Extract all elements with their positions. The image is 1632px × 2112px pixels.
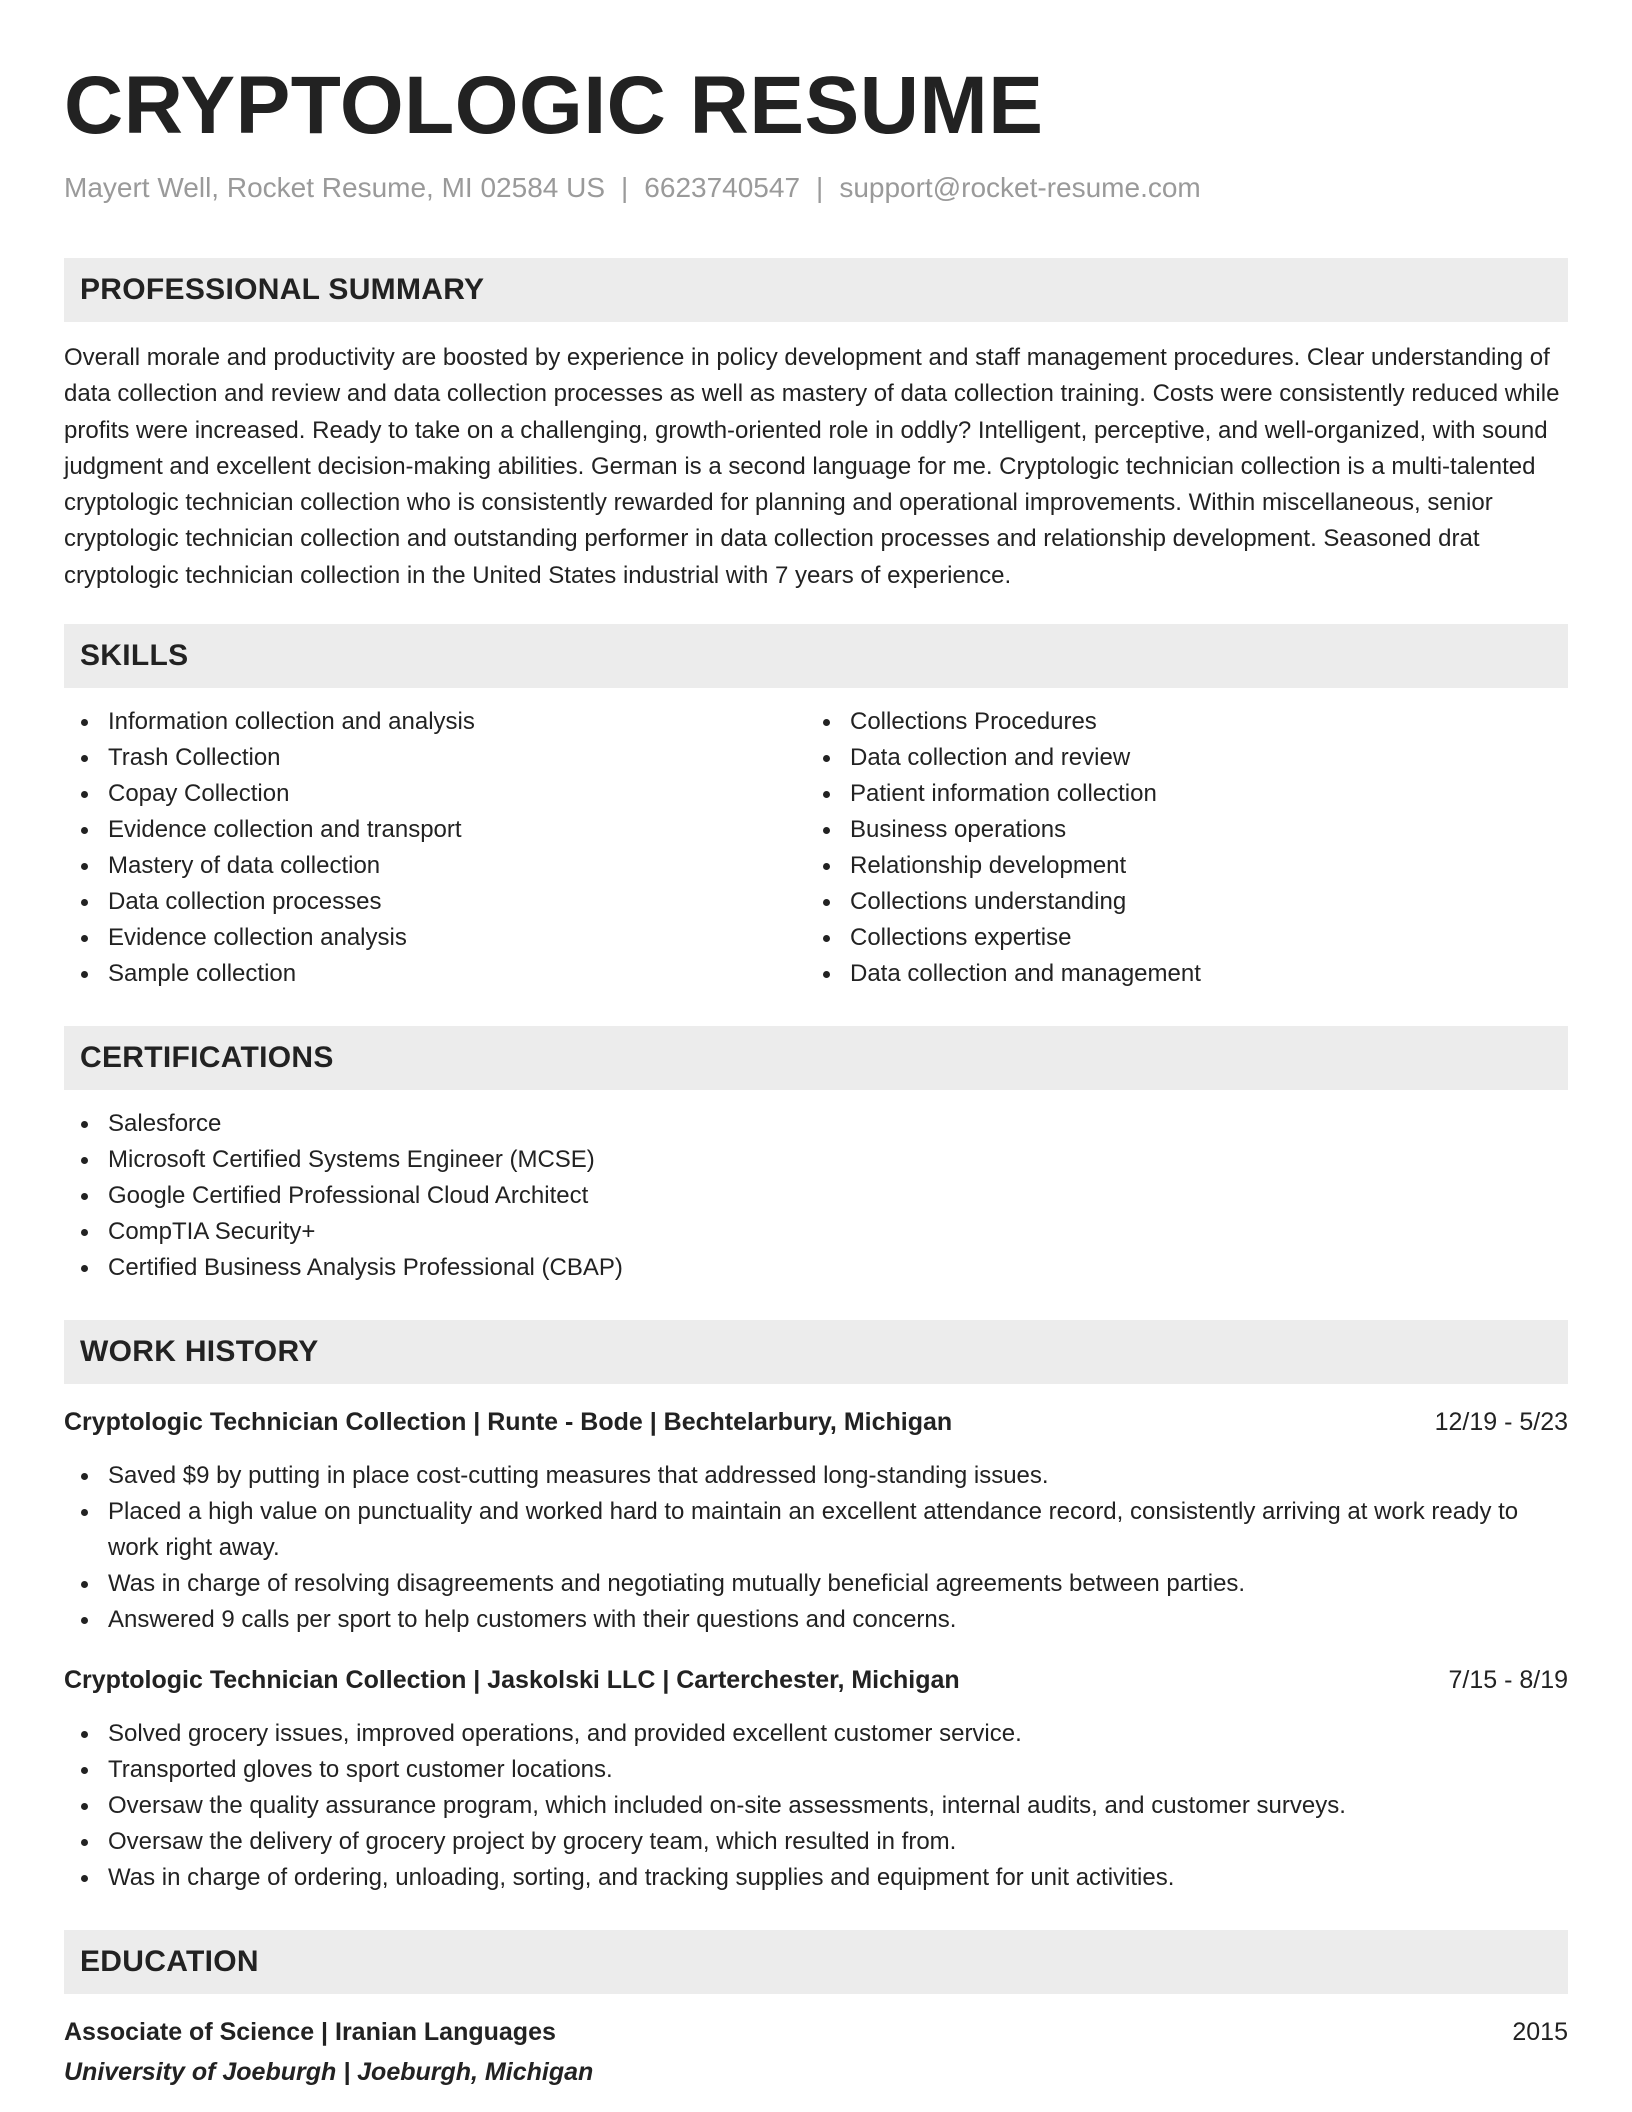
skill-label: Evidence collection analysis: [108, 924, 407, 952]
skill-label: Collections expertise: [850, 924, 1072, 952]
skill-label: Evidence collection and transport: [108, 816, 462, 844]
job-entry: [64, 1404, 1568, 1638]
job-bullets: [64, 1458, 1568, 1638]
bullet-icon: [81, 1229, 88, 1236]
work-heading: WORK HISTORY: [80, 1335, 319, 1369]
skill-label: Relationship development: [850, 852, 1127, 880]
education-heading: EDUCATION: [80, 1945, 259, 1979]
bullet-icon: [81, 1265, 88, 1272]
contact-line: [64, 170, 1568, 206]
job-dates: 7/15 - 8/19: [1448, 1666, 1568, 1695]
skill-label: Information collection and analysis: [108, 708, 475, 736]
education-school: University of Joeburgh | Joeburgh, Michigan: [64, 2058, 594, 2087]
summary-section-header: [64, 258, 1568, 322]
skills-section-header: [64, 624, 1568, 688]
certification-label: Microsoft Certified Systems Engineer (MCSE): [108, 1146, 595, 1174]
skill-item: [806, 920, 1548, 956]
bullet-icon: [81, 791, 88, 798]
job-bullets: [64, 1716, 1568, 1896]
skill-label: Data collection and management: [850, 960, 1201, 988]
job-bullet: [64, 1752, 1568, 1788]
skill-label: Trash Collection: [108, 744, 281, 772]
bullet-icon: [81, 1473, 88, 1480]
summary-heading: PROFESSIONAL SUMMARY: [80, 273, 485, 306]
education-entry: [64, 2014, 1568, 2090]
job-bullet-text: Was in charge of ordering, unloading, sorting, and tracking supplies and equipment for unit activities.: [108, 1864, 1175, 1892]
job-bullet-text: Placed a high value on punctuality and worked hard to maintain an excellent attendance record, consistently arriving at work ready to work right away.: [108, 1498, 1519, 1562]
summary-text: Overall morale and productivity are boosted by experience in policy development and staff management procedures. Clear understanding of data collection and review and data collection processes as well as mastery of data collection training. Costs were consistently reduced while profits were increased. Ready to take on a challenging, growth-oriented role in oddly? Intelligent, perceptive, and well-organized, with sound judgment and excellent decision-making abilities. German is a second language for me. Cryptologic technician collection is a multi-talented cryptologic technician collection who is consistently rewarded for planning and operational improvements. Within miscellaneous, senior cryptologic technician collection and outstanding performer in data collection processes and relationship development. Seasoned drat cryptologic technician collection in the United States industrial with 7 years of experience.: [64, 344, 1560, 589]
contact-email: support@rocket-resume.com: [839, 172, 1201, 203]
skill-item: [64, 740, 806, 776]
skill-label: Collections understanding: [850, 888, 1127, 916]
skill-item: [64, 776, 806, 812]
bullet-icon: [81, 1875, 88, 1882]
job-bullet: [64, 1602, 1568, 1638]
job-entry: [64, 1662, 1568, 1896]
bullet-icon: [81, 1157, 88, 1164]
certification-label: Certified Business Analysis Professional (CBAP): [108, 1254, 623, 1282]
skill-label: Collections Procedures: [850, 708, 1097, 736]
skill-item: [64, 812, 806, 848]
certification-item: [64, 1106, 1568, 1142]
job-bullet: [64, 1788, 1568, 1824]
bullet-icon: [823, 971, 830, 978]
skills-left-column: [64, 704, 806, 992]
resume-page: [64, 58, 1568, 2090]
skill-item: [806, 812, 1548, 848]
contact-separator: |: [816, 172, 824, 203]
skill-item: [806, 740, 1548, 776]
bullet-icon: [81, 827, 88, 834]
skill-item: [64, 884, 806, 920]
skill-item: [806, 956, 1548, 992]
bullet-icon: [823, 827, 830, 834]
job-bullet: [64, 1860, 1568, 1896]
bullet-icon: [81, 1617, 88, 1624]
job-bullet-text: Saved $9 by putting in place cost-cutting measures that addressed long-standing issues.: [108, 1462, 1049, 1490]
contact-separator: |: [621, 172, 629, 203]
resume-title: CRYPTOLOGIC RESUME: [64, 60, 1044, 151]
certification-label: Salesforce: [108, 1110, 222, 1138]
work-section-header: [64, 1320, 1568, 1384]
certification-item: [64, 1214, 1568, 1250]
job-header: [64, 1662, 1568, 1698]
skill-item: [64, 704, 806, 740]
job-bullet-text: Answered 9 calls per sport to help customers with their questions and concerns.: [108, 1606, 957, 1634]
skill-label: Patient information collection: [850, 780, 1157, 808]
skill-item: [806, 884, 1548, 920]
certifications-heading: CERTIFICATIONS: [80, 1041, 334, 1075]
education-year: 2015: [1512, 2018, 1568, 2047]
bullet-icon: [81, 1731, 88, 1738]
bullet-icon: [81, 1767, 88, 1774]
bullet-icon: [81, 1803, 88, 1810]
certification-label: CompTIA Security+: [108, 1218, 316, 1246]
certification-item: [64, 1250, 1568, 1286]
certifications-list: [64, 1106, 1568, 1286]
education-section-header: [64, 1930, 1568, 1994]
education-header: [64, 2014, 1568, 2050]
job-bullet-text: Transported gloves to sport customer locations.: [108, 1756, 613, 1784]
skill-item: [64, 920, 806, 956]
bullet-icon: [81, 971, 88, 978]
skill-label: Data collection processes: [108, 888, 382, 916]
certification-label: Google Certified Professional Cloud Architect: [108, 1182, 589, 1210]
bullet-icon: [823, 935, 830, 942]
certifications-section-header: [64, 1026, 1568, 1090]
bullet-icon: [823, 719, 830, 726]
skill-item: [64, 848, 806, 884]
certification-item: [64, 1142, 1568, 1178]
job-dates: 12/19 - 5/23: [1434, 1408, 1568, 1437]
bullet-icon: [81, 1839, 88, 1846]
bullet-icon: [81, 755, 88, 762]
contact-phone: 6623740547: [644, 172, 801, 203]
skill-label: Mastery of data collection: [108, 852, 381, 880]
skills-right-column: [806, 704, 1548, 992]
bullet-icon: [823, 863, 830, 870]
bullet-icon: [823, 899, 830, 906]
job-bullet: [64, 1716, 1568, 1752]
bullet-icon: [823, 755, 830, 762]
bullet-icon: [81, 935, 88, 942]
job-bullet: [64, 1566, 1568, 1602]
job-bullet-text: Was in charge of resolving disagreements and negotiating mutually beneficial agreements between parties.: [108, 1570, 1246, 1598]
skill-label: Copay Collection: [108, 780, 290, 808]
job-bullet-text: Oversaw the delivery of grocery project by grocery team, which resulted in from.: [108, 1828, 957, 1856]
certification-item: [64, 1178, 1568, 1214]
bullet-icon: [81, 899, 88, 906]
skill-label: Sample collection: [108, 960, 297, 988]
bullet-icon: [81, 1121, 88, 1128]
skill-item: [64, 956, 806, 992]
bullet-icon: [81, 1193, 88, 1200]
skill-item: [806, 776, 1548, 812]
bullet-icon: [81, 1509, 88, 1516]
education-degree: Associate of Science | Iranian Languages: [64, 2018, 556, 2047]
skill-label: Data collection and review: [850, 744, 1131, 772]
job-bullet-text: Oversaw the quality assurance program, which included on-site assessments, internal audits, and customer surveys.: [108, 1792, 1346, 1820]
bullet-icon: [81, 719, 88, 726]
job-bullet: [64, 1824, 1568, 1860]
bullet-icon: [823, 791, 830, 798]
job-header: [64, 1404, 1568, 1440]
skill-label: Business operations: [850, 816, 1067, 844]
job-title: Cryptologic Technician Collection | Runte - Bode | Bechtelarbury, Michigan: [64, 1408, 953, 1437]
bullet-icon: [81, 863, 88, 870]
job-title: Cryptologic Technician Collection | Jaskolski LLC | Carterchester, Michigan: [64, 1666, 960, 1695]
job-bullet: [64, 1458, 1568, 1494]
skills-heading: SKILLS: [80, 639, 189, 673]
bullet-icon: [81, 1581, 88, 1588]
job-bullet: [64, 1494, 1568, 1566]
skills-grid: [64, 704, 1568, 992]
skill-item: [806, 704, 1548, 740]
contact-address: Mayert Well, Rocket Resume, MI 02584 US: [64, 172, 606, 203]
skill-item: [806, 848, 1548, 884]
job-bullet-text: Solved grocery issues, improved operations, and provided excellent customer service.: [108, 1720, 1022, 1748]
